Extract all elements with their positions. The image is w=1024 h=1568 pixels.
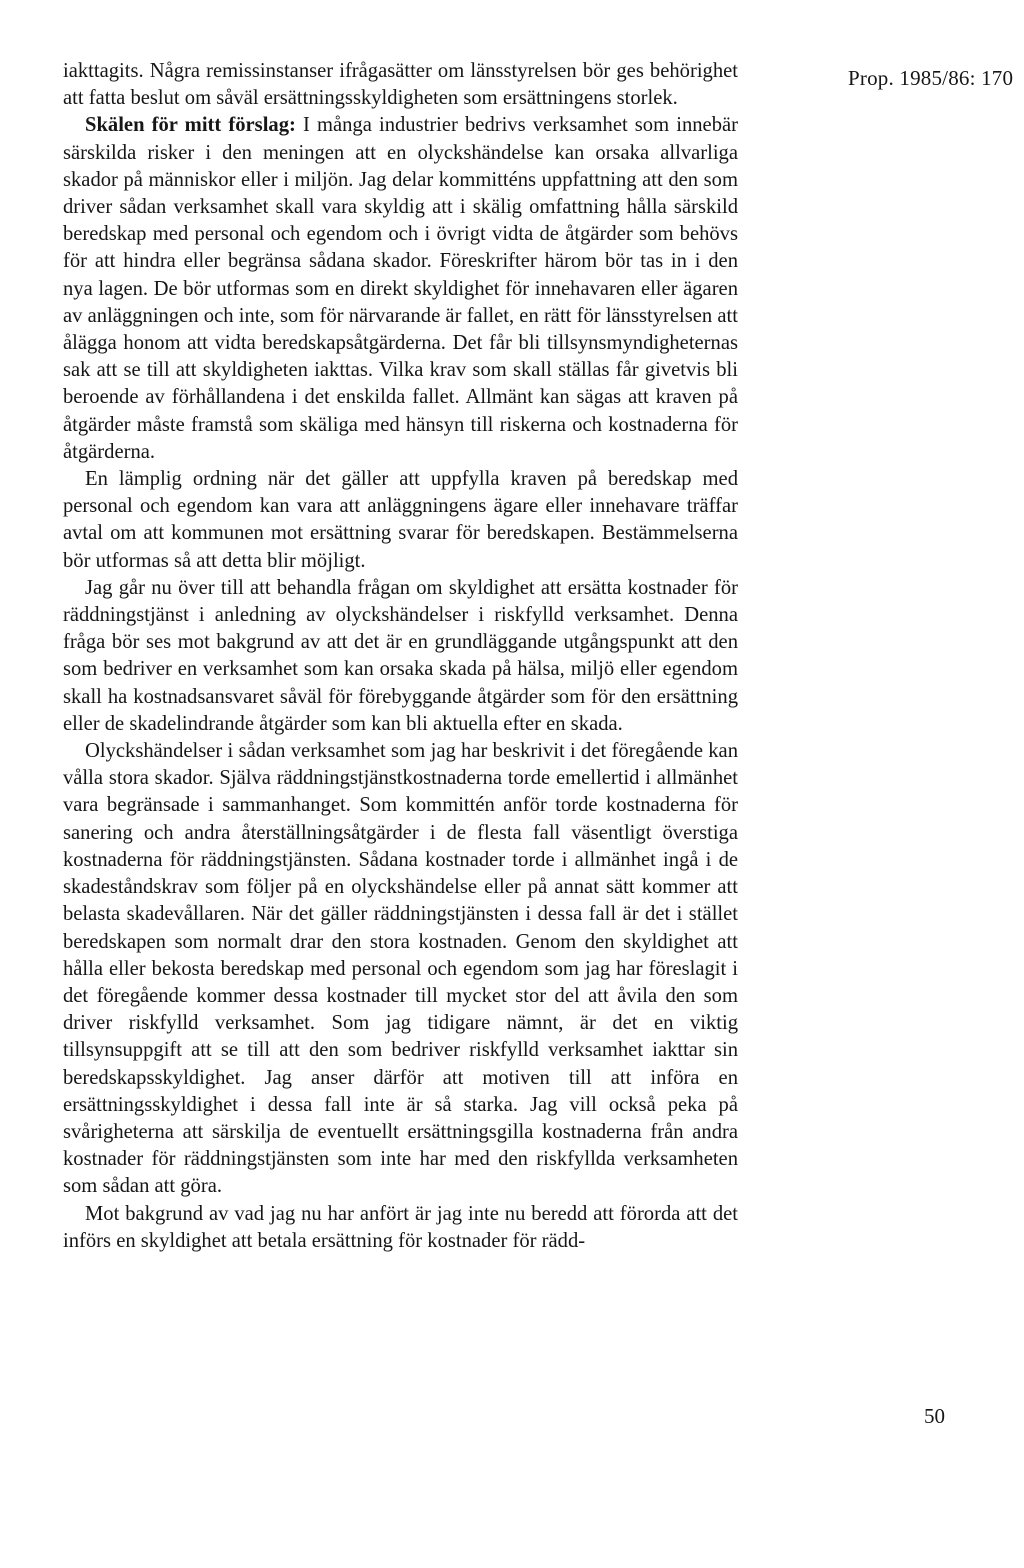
- publication-reference: Prop. 1985/86: 170: [848, 66, 1014, 90]
- paragraph-lead-heading: Skälen för mitt förslag:: [85, 114, 296, 137]
- paragraph-text: Olyckshändelser i sådan verksamhet som jag har beskrivit i det föregående kan vålla stora skador. Själva räddningstjänstkostnaderna torde emellertid i allmänhet vara begränsade i sammanhanget. Som kommittén anför torde kostnaderna för sanering och andra återställningsåtgärder i de flesta fall väsentligt överstiga kostnaderna för räddningstjänsten. Sådana kostnader torde i allmänhet ingå i de skadeståndskrav som följer på en olyckshändelse eller på annat sätt kommer att belasta skadevållaren. När det gäller räddningstjänsten i dessa fall är det i stället beredskapen som normalt drar den stora kostnaden. Genom den skyldighet att hålla eller bekosta beredskap med personal och egendom som jag har föreslagit i det föregående kommer dessa kostnader till mycket stor del att åvila den som driver riskfylld verksamhet. Som jag tidigare nämnt, är det en viktig tillsynsuppgift att se till att den som bedriver riskfylld verksamhet iakttar sin beredskapsskyldighet. Jag anser därför att motiven till att införa en ersättningsskyldighet i dessa fall inte är så starka. Jag vill också peka på svårigheterna att särskilja de eventuellt ersättningsgilla kostnaderna från andra kostnader för räddningstjänsten som inte har med den riskfyllda verksamheten som sådan att göra.: [63, 740, 738, 1198]
- paragraph-continuation: [63, 58, 738, 112]
- paragraph-conclusion: [63, 1201, 738, 1255]
- paragraph-text: Mot bakgrund av vad jag nu har anfört är jag inte nu beredd att förorda att det införs en skyldighet att betala ersättning för kostnader för rädd-: [63, 1202, 738, 1252]
- paragraph-text: En lämplig ordning när det gäller att uppfylla kraven på beredskap med personal och egendom kan vara att anläggningens ägare eller innehavare träffar avtal om att kommunen mot ersättning svarar för beredskapen. Bestämmelserna bör utformas så att detta blir möjligt.: [63, 468, 738, 572]
- paragraph-reasons: [63, 112, 738, 466]
- paragraph-text: Jag går nu över till att behandla frågan om skyldighet att ersätta kostnader för räddningstjänst i anledning av olyckshändelser i riskfylld verksamhet. Denna fråga bör ses mot bakgrund av att det är en grundläggande utgångspunkt att den som bedriver en verksamhet som kan orsaka skada på hälsa, miljö eller egendom skall ha kostnadsansvaret såväl för förebyggande åtgärder som för den ersättning eller de skadelindrande åtgärder som kan bli aktuella efter en skada.: [63, 576, 738, 735]
- page-number: 50: [924, 1404, 945, 1428]
- paragraph-accidents: [63, 738, 738, 1200]
- paragraph-preparedness-agreement: [63, 466, 738, 575]
- body-text: [63, 58, 738, 1255]
- paragraph-cost-liability: [63, 575, 738, 738]
- paragraph-text: I många industrier bedrivs verksamhet som innebär särskilda risker i den meningen att en olyckshändelse kan orsaka allvarliga skador på människor eller i miljön. Jag delar kommitténs uppfattning att den som driver sådan verksamhet skall vara skyldig att i skälig omfattning hålla särskild beredskap med personal och egendom och i övrigt vidta de åtgärder som behövs för att hindra eller begränsa sådana skador. Föreskrifter härom bör tas in i den nya lagen. De bör utformas som en direkt skyldighet för innehavaren eller ägaren av anläggningen och inte, som för närvarande är fallet, en rätt för länsstyrelsen att ålägga honom att vidta beredskapsåtgärderna. Det får bli tillsynsmyndigheternas sak att se till att skyldigheten iakttas. Vilka krav som skall ställas får givetvis bli beroende av förhållandena i det enskilda fallet. Allmänt kan sägas att kraven på åtgärder måste framstå som skäliga med hänsyn till riskerna och kostnaderna för åtgärderna.: [63, 114, 738, 463]
- paragraph-text: iakttagits. Några remissinstanser ifrågasätter om länsstyrelsen bör ges behörighet att fatta beslut om såväl ersättningsskyldigheten som ersättningens storlek.: [63, 60, 738, 110]
